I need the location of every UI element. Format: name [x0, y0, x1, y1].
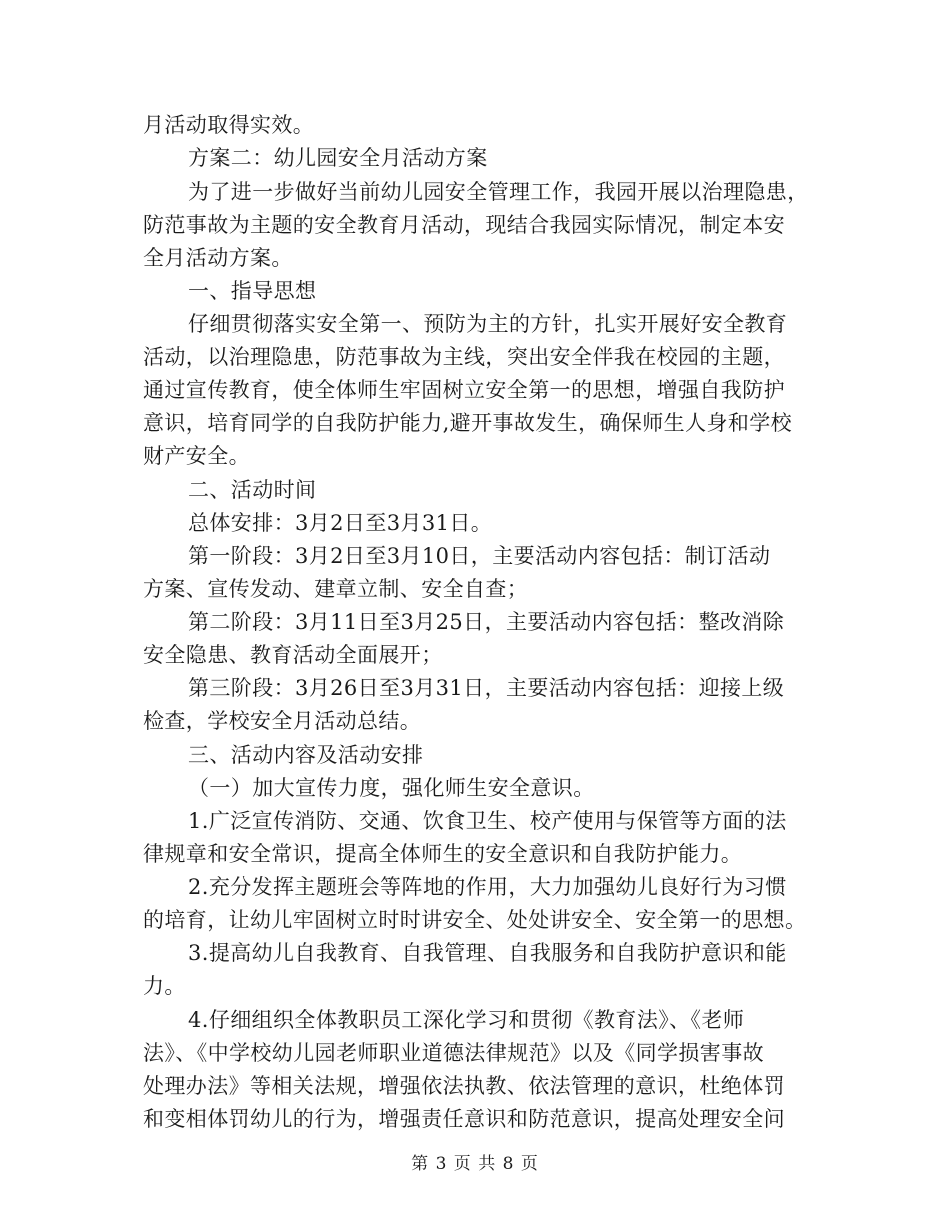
text-line: 意识，培育同学的自我防护能力,避开事故发生，确保师生人身和学校 [143, 411, 793, 435]
text-line: 法》、《中学校幼儿园老师职业道德法律规范》以及《同学损害事故 [143, 1041, 764, 1065]
page-number: 第 3 页 共 8 页 [411, 1154, 539, 1174]
text-line: 第二阶段：3月11日至3月25日，主要活动内容包括：整改消除 [188, 610, 785, 634]
text-line: 和变相体罚幼儿的行为，增强责任意识和防范意识，提高处理安全问 [143, 1107, 785, 1131]
text-line: 全月活动方案。 [143, 246, 293, 270]
section-heading: 三、活动内容及活动安排 [188, 743, 424, 767]
text-line: 通过宣传教育，使全体师生牢固树立安全第一的思想，增强自我防护 [143, 378, 785, 402]
text-line: 律规章和安全常识，提高全体师生的安全意识和自我防护能力。 [143, 842, 743, 866]
text-line: 力。 [143, 974, 186, 998]
text-line: 2.充分发挥主题班会等阵地的作用，大力加强幼儿良好行为习惯 [188, 875, 787, 899]
text-line: 安全隐患、教育活动全面展开； [143, 643, 443, 667]
text-line: 第一阶段：3月2日至3月10日，主要活动内容包括：制订活动 [188, 544, 771, 568]
text-line: 总体安排：3月2日至3月31日。 [188, 511, 493, 535]
section-heading: 方案二：幼儿园安全月活动方案 [188, 146, 488, 170]
text-line: 方案、宣传发动、建章立制、安全自查； [143, 577, 529, 601]
text-line: 防范事故为主题的安全教育月活动，现结合我园实际情况，制定本安 [143, 213, 785, 237]
text-line: 月活动取得实效。 [143, 113, 315, 137]
text-line: 3.提高幼儿自我教育、自我管理、自我服务和自我防护意识和能 [188, 941, 787, 965]
text-line: 财产安全。 [143, 444, 250, 468]
text-line: 1.广泛宣传消防、交通、饮食卫生、校产使用与保管等方面的法 [188, 809, 787, 833]
text-line: 的培育，让幼儿牢固树立时时讲安全、处处讲安全、安全第一的思想。 [143, 908, 807, 932]
text-line: 第三阶段：3月26日至3月31日，主要活动内容包括：迎接上级 [188, 676, 785, 700]
section-heading: 二、活动时间 [188, 478, 317, 502]
subsection-heading: （一）加大宣传力度，强化师生安全意识。 [188, 776, 595, 800]
section-heading: 一、指导思想 [188, 279, 317, 303]
text-line: 处理办法》等相关法规，增强依法执教、依法管理的意识，杜绝体罚 [143, 1074, 785, 1098]
text-line: 为了进一步做好当前幼儿园安全管理工作，我园开展以治理隐患， [188, 180, 809, 204]
text-line: 检查，学校安全月活动总结。 [143, 709, 422, 733]
text-line: 4.仔细组织全体教职员工深化学习和贯彻《教育法》、《老师 [188, 1008, 745, 1032]
text-line: 仔细贯彻落实安全第一、预防为主的方针，扎实开展好安全教育 [188, 312, 788, 336]
text-line: 活动，以治理隐患，防范事故为主线，突出安全伴我在校园的主题， [143, 345, 785, 369]
